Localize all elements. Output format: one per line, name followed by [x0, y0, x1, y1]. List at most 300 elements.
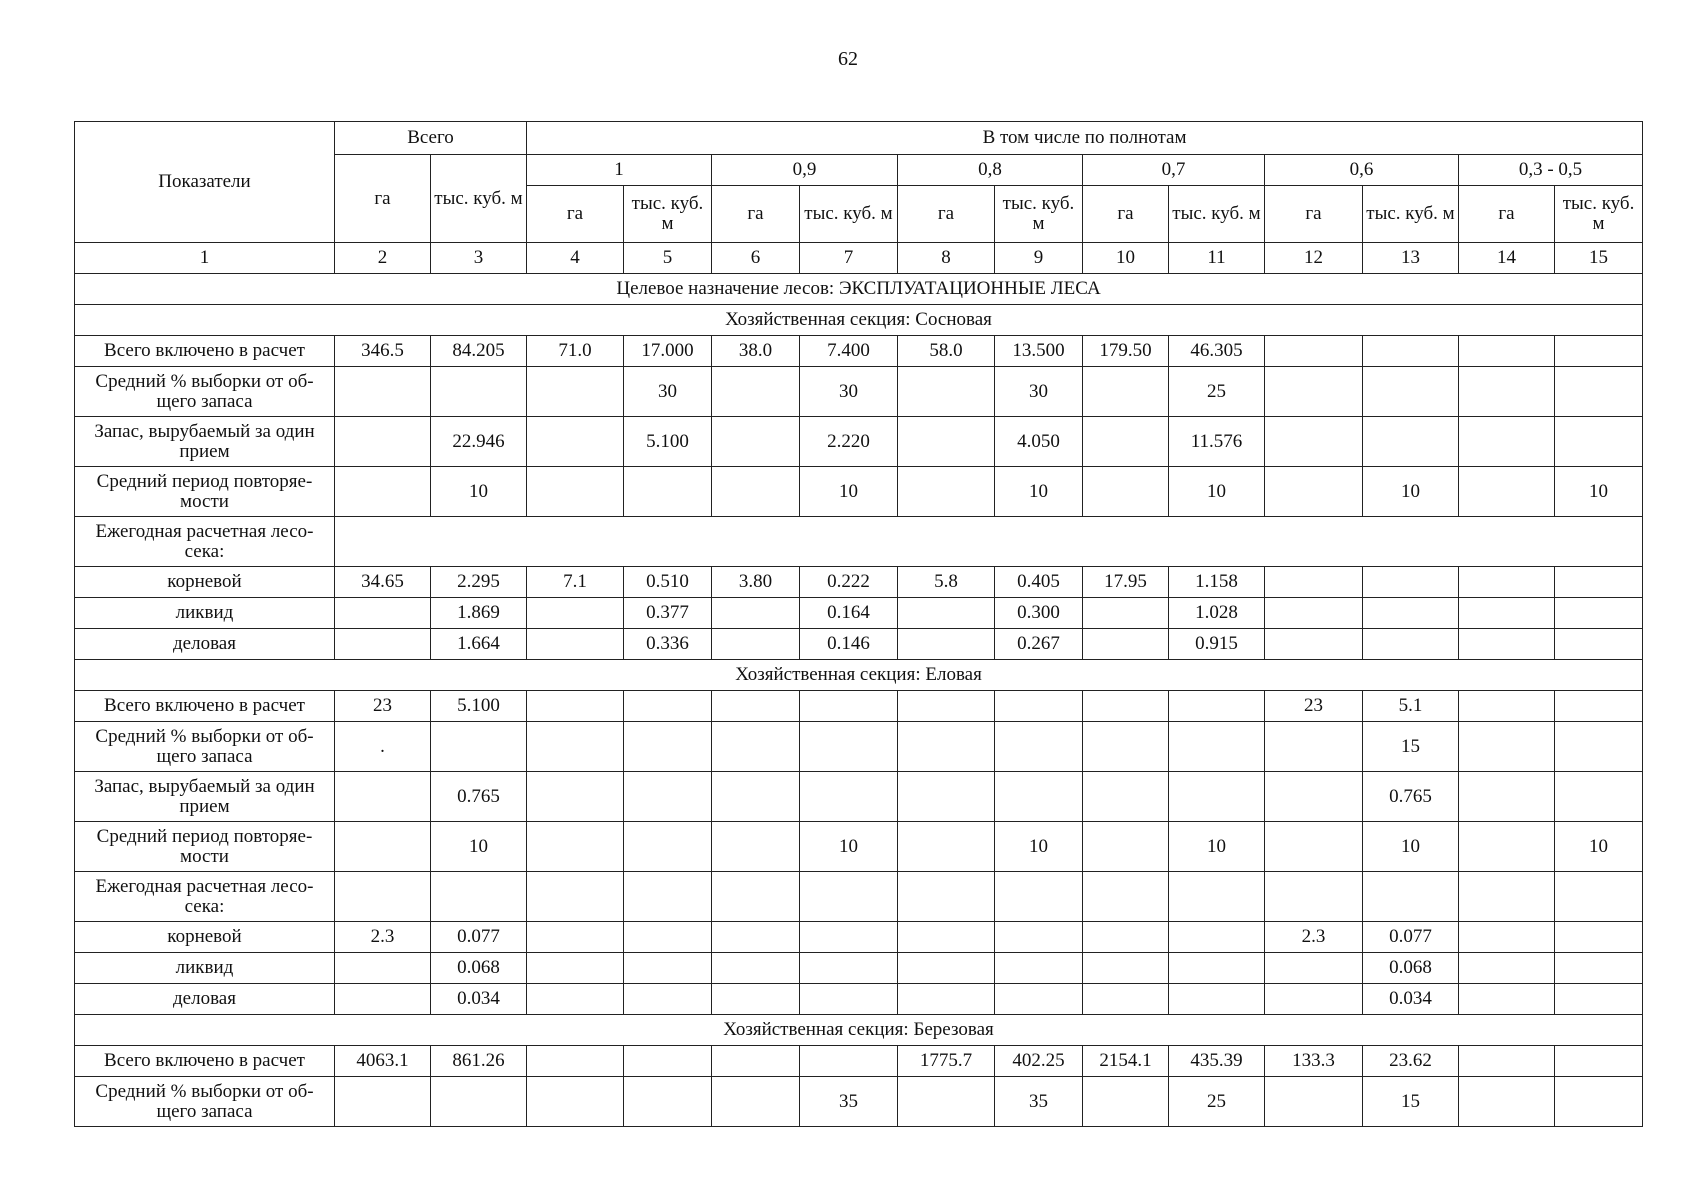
table-cell: [527, 953, 624, 984]
table-cell: [1265, 822, 1363, 872]
table-cell: [624, 722, 712, 772]
row-label: Запас, вырубаемый за один прием: [75, 417, 335, 467]
table-cell: [1459, 467, 1555, 517]
table-cell: [1083, 629, 1169, 660]
table-cell: [1555, 922, 1643, 953]
table-cell: [1363, 336, 1459, 367]
table-row: [75, 722, 1643, 772]
header-density-06: 0,6: [1265, 155, 1459, 186]
header-density-08: 0,8: [898, 155, 1083, 186]
table-cell: [1265, 336, 1363, 367]
table-cell: [1169, 984, 1265, 1015]
table-cell: 22.946: [431, 417, 527, 467]
header-unit-ha: га: [898, 186, 995, 243]
table-cell: [335, 598, 431, 629]
table-cell: [1555, 629, 1643, 660]
table-row: [75, 1077, 1643, 1127]
header-total: Всего: [335, 122, 527, 155]
table-cell: 17.95: [1083, 567, 1169, 598]
table-cell: [712, 1077, 800, 1127]
table-cell: [898, 872, 995, 922]
table-cell: [335, 517, 1643, 567]
table-cell: [1083, 772, 1169, 822]
header-density-07: 0,7: [1083, 155, 1265, 186]
table-cell: [898, 953, 995, 984]
column-number: 9: [995, 243, 1083, 274]
table-cell: [898, 691, 995, 722]
row-label: деловая: [75, 629, 335, 660]
table-cell: 402.25: [995, 1046, 1083, 1077]
table-cell: 179.50: [1083, 336, 1169, 367]
row-label: Средний % выборки от об-щего запаса: [75, 367, 335, 417]
table-cell: [1459, 984, 1555, 1015]
row-label: Всего включено в расчет: [75, 691, 335, 722]
table-cell: 0.405: [995, 567, 1083, 598]
table-row: [75, 953, 1643, 984]
table-cell: 133.3: [1265, 1046, 1363, 1077]
table-cell: [527, 367, 624, 417]
table-cell: 0.077: [1363, 922, 1459, 953]
table-cell: 11.576: [1169, 417, 1265, 467]
table-cell: [995, 722, 1083, 772]
table-cell: [1459, 691, 1555, 722]
table-cell: [1555, 598, 1643, 629]
table-cell: 1.869: [431, 598, 527, 629]
table-cell: [898, 467, 995, 517]
table-cell: [624, 1046, 712, 1077]
table-cell: [335, 872, 431, 922]
table-cell: [1169, 722, 1265, 772]
column-number: 6: [712, 243, 800, 274]
table-cell: [527, 822, 624, 872]
table-cell: [1083, 598, 1169, 629]
table-cell: [335, 467, 431, 517]
table-cell: 46.305: [1169, 336, 1265, 367]
table-cell: [431, 722, 527, 772]
table-body: [75, 274, 1643, 1127]
table-cell: 0.510: [624, 567, 712, 598]
table-cell: 17.000: [624, 336, 712, 367]
table-cell: [527, 629, 624, 660]
table-cell: [624, 953, 712, 984]
table-cell: 34.65: [335, 567, 431, 598]
table-cell: 23.62: [1363, 1046, 1459, 1077]
header-unit-vol: тыс. куб. м: [624, 186, 712, 243]
table-cell: 0.336: [624, 629, 712, 660]
table-cell: [712, 922, 800, 953]
row-label: корневой: [75, 567, 335, 598]
table-cell: [527, 467, 624, 517]
table-cell: 0.915: [1169, 629, 1265, 660]
table-cell: 1.664: [431, 629, 527, 660]
table-cell: [995, 772, 1083, 822]
table-cell: 10: [1555, 467, 1643, 517]
table-cell: [1555, 1077, 1643, 1127]
table-cell: [335, 367, 431, 417]
table-cell: [1459, 417, 1555, 467]
table-cell: [1555, 722, 1643, 772]
table-cell: [1083, 417, 1169, 467]
header-unit-vol: тыс. куб. м: [800, 186, 898, 243]
column-number-row: [75, 243, 1643, 274]
table-row: [75, 822, 1643, 872]
table-cell: 10: [800, 822, 898, 872]
table-cell: [800, 953, 898, 984]
table-cell: [527, 1077, 624, 1127]
row-label: Средний период повторяе-мости: [75, 822, 335, 872]
table-cell: [800, 872, 898, 922]
row-label: деловая: [75, 984, 335, 1015]
table-cell: [527, 984, 624, 1015]
table-cell: [1265, 598, 1363, 629]
table-row: [75, 467, 1643, 517]
table-cell: 7.1: [527, 567, 624, 598]
table-cell: 2.295: [431, 567, 527, 598]
table-cell: [1169, 953, 1265, 984]
table-cell: [527, 922, 624, 953]
table-cell: [898, 922, 995, 953]
table-row: [75, 336, 1643, 367]
table-row: [75, 417, 1643, 467]
table-row: [75, 772, 1643, 822]
table-cell: 2154.1: [1083, 1046, 1169, 1077]
table-cell: 58.0: [898, 336, 995, 367]
table-cell: [1555, 984, 1643, 1015]
section-row: [75, 305, 1643, 336]
table-cell: 2.3: [335, 922, 431, 953]
row-label: Всего включено в расчет: [75, 1046, 335, 1077]
column-number: 10: [1083, 243, 1169, 274]
header-unit-vol: тыс. куб. м: [1555, 186, 1643, 243]
table-cell: [527, 598, 624, 629]
table-cell: [1459, 598, 1555, 629]
table-cell: [527, 417, 624, 467]
table-cell: [1459, 1077, 1555, 1127]
table-cell: 38.0: [712, 336, 800, 367]
table-cell: [1169, 772, 1265, 822]
row-label: Всего включено в расчет: [75, 336, 335, 367]
table-cell: [1459, 367, 1555, 417]
table-cell: [1459, 567, 1555, 598]
forest-table: [74, 121, 1643, 1127]
column-number: 7: [800, 243, 898, 274]
table-cell: 35: [800, 1077, 898, 1127]
column-number: 2: [335, 243, 431, 274]
table-cell: [712, 691, 800, 722]
table-cell: 10: [1169, 822, 1265, 872]
table-cell: 0.164: [800, 598, 898, 629]
table-cell: 0.146: [800, 629, 898, 660]
table-cell: [1169, 922, 1265, 953]
table-cell: [335, 822, 431, 872]
table-cell: [995, 872, 1083, 922]
table-cell: [1265, 984, 1363, 1015]
table-cell: 10: [995, 822, 1083, 872]
table-cell: [1083, 822, 1169, 872]
table-cell: 10: [1169, 467, 1265, 517]
table-cell: 30: [800, 367, 898, 417]
table-cell: [1265, 467, 1363, 517]
table-cell: [898, 598, 995, 629]
table-cell: [335, 417, 431, 467]
table-cell: 5.1: [1363, 691, 1459, 722]
table-cell: [1363, 598, 1459, 629]
table-cell: [1083, 872, 1169, 922]
table-cell: 5.100: [431, 691, 527, 722]
header-unit-vol: тыс. куб. м: [1169, 186, 1265, 243]
table-cell: 0.077: [431, 922, 527, 953]
table-cell: [1459, 336, 1555, 367]
table-cell: [800, 1046, 898, 1077]
table-cell: 71.0: [527, 336, 624, 367]
table-header: [75, 122, 1643, 274]
table-cell: 35: [995, 1077, 1083, 1127]
table-cell: [800, 984, 898, 1015]
table-cell: [800, 922, 898, 953]
table-cell: [624, 872, 712, 922]
table-row: [75, 984, 1643, 1015]
row-label: Ежегодная расчетная лесо-сека:: [75, 517, 335, 567]
table-cell: [898, 822, 995, 872]
table-cell: [624, 984, 712, 1015]
table-cell: 2.3: [1265, 922, 1363, 953]
table-cell: [712, 367, 800, 417]
table-cell: [1555, 367, 1643, 417]
table-cell: [527, 772, 624, 822]
table-row: [75, 629, 1643, 660]
table-cell: 0.034: [431, 984, 527, 1015]
table-cell: 0.222: [800, 567, 898, 598]
table-cell: [712, 984, 800, 1015]
table-cell: [800, 691, 898, 722]
table-cell: [624, 772, 712, 822]
table-cell: 1.028: [1169, 598, 1265, 629]
table-cell: [995, 922, 1083, 953]
table-cell: [712, 1046, 800, 1077]
row-label: Ежегодная расчетная лесо-сека:: [75, 872, 335, 922]
table-cell: [1169, 691, 1265, 722]
table-cell: [1555, 772, 1643, 822]
table-cell: 1.158: [1169, 567, 1265, 598]
column-number: 5: [624, 243, 712, 274]
table-cell: [1083, 1077, 1169, 1127]
table-cell: 0.377: [624, 598, 712, 629]
table-cell: [898, 417, 995, 467]
column-number: 14: [1459, 243, 1555, 274]
table-cell: [1555, 336, 1643, 367]
table-row: [75, 567, 1643, 598]
table-cell: [335, 629, 431, 660]
table-cell: 10: [1363, 467, 1459, 517]
table-cell: [1459, 629, 1555, 660]
table-cell: 30: [995, 367, 1083, 417]
table-cell: 0.068: [431, 953, 527, 984]
table-cell: [898, 984, 995, 1015]
table-cell: [1459, 872, 1555, 922]
table-cell: 25: [1169, 367, 1265, 417]
header-density-09: 0,9: [712, 155, 898, 186]
table-cell: 23: [335, 691, 431, 722]
table-cell: [995, 691, 1083, 722]
table-cell: [527, 1046, 624, 1077]
table-cell: 7.400: [800, 336, 898, 367]
table-cell: [712, 467, 800, 517]
table-cell: [898, 772, 995, 822]
table-cell: [527, 691, 624, 722]
table-cell: [898, 722, 995, 772]
table-cell: 4063.1: [335, 1046, 431, 1077]
table-cell: [712, 953, 800, 984]
table-cell: [527, 872, 624, 922]
table-cell: [1265, 722, 1363, 772]
table-cell: [1083, 367, 1169, 417]
table-cell: [800, 772, 898, 822]
table-cell: 4.050: [995, 417, 1083, 467]
section-title: Хозяйственная секция: Еловая: [75, 660, 1643, 691]
table-cell: [712, 722, 800, 772]
table-cell: [1265, 1077, 1363, 1127]
table-cell: 0.034: [1363, 984, 1459, 1015]
table-cell: 5.8: [898, 567, 995, 598]
header-unit-ha: га: [712, 186, 800, 243]
table-cell: 10: [1363, 822, 1459, 872]
table-cell: [624, 467, 712, 517]
header-density-1: 1: [527, 155, 712, 186]
row-label: Средний период повторяе-мости: [75, 467, 335, 517]
table-cell: 861.26: [431, 1046, 527, 1077]
table-cell: 3.80: [712, 567, 800, 598]
table-cell: 1775.7: [898, 1046, 995, 1077]
table-row: [75, 922, 1643, 953]
table-cell: 5.100: [624, 417, 712, 467]
table-row: [75, 517, 1643, 567]
table-cell: 15: [1363, 722, 1459, 772]
table-cell: [1363, 567, 1459, 598]
table-row: [75, 691, 1643, 722]
table-cell: [624, 922, 712, 953]
table-cell: [712, 772, 800, 822]
table-cell: [1459, 922, 1555, 953]
table-cell: [1459, 953, 1555, 984]
table-cell: [431, 1077, 527, 1127]
table-cell: 435.39: [1169, 1046, 1265, 1077]
header-density-03-05: 0,3 - 0,5: [1459, 155, 1643, 186]
column-number: 12: [1265, 243, 1363, 274]
table-cell: [1265, 872, 1363, 922]
table-cell: 84.205: [431, 336, 527, 367]
table-cell: [712, 417, 800, 467]
table-cell: [898, 367, 995, 417]
table-cell: [995, 984, 1083, 1015]
column-number: 4: [527, 243, 624, 274]
header-unit-ha: га: [1083, 186, 1169, 243]
table-cell: [1459, 1046, 1555, 1077]
table-cell: 346.5: [335, 336, 431, 367]
table-cell: [1555, 953, 1643, 984]
row-label: Средний % выборки от об-щего запаса: [75, 1077, 335, 1127]
table-cell: [1265, 772, 1363, 822]
section-row: [75, 660, 1643, 691]
table-cell: 2.220: [800, 417, 898, 467]
table-cell: [1555, 417, 1643, 467]
section-row: [75, 1015, 1643, 1046]
table-cell: [624, 822, 712, 872]
row-label: Запас, вырубаемый за один прием: [75, 772, 335, 822]
table-cell: 0.765: [431, 772, 527, 822]
column-number: 3: [431, 243, 527, 274]
table-cell: [624, 1077, 712, 1127]
table-cell: [800, 722, 898, 772]
table-cell: [1083, 984, 1169, 1015]
table-cell: [1363, 417, 1459, 467]
table-cell: [335, 1077, 431, 1127]
header-including: В том числе по полнотам: [527, 122, 1643, 155]
table-cell: [1555, 567, 1643, 598]
header-indicators: Показатели: [75, 122, 335, 243]
table-cell: 0.068: [1363, 953, 1459, 984]
table-cell: [624, 691, 712, 722]
table-cell: [1555, 872, 1643, 922]
table-cell: [1363, 367, 1459, 417]
table-cell: 23: [1265, 691, 1363, 722]
table-cell: 10: [1555, 822, 1643, 872]
header-unit-ha: га: [527, 186, 624, 243]
table-cell: 10: [431, 822, 527, 872]
table-cell: [712, 872, 800, 922]
header-unit-vol: тыс. куб. м: [1363, 186, 1459, 243]
table-cell: 0.300: [995, 598, 1083, 629]
row-label: ликвид: [75, 598, 335, 629]
table-cell: [1265, 629, 1363, 660]
table-cell: [1083, 467, 1169, 517]
table-cell: 0.765: [1363, 772, 1459, 822]
row-label: ликвид: [75, 953, 335, 984]
page-number: 62: [838, 48, 858, 70]
table-cell: [898, 1077, 995, 1127]
column-number: 11: [1169, 243, 1265, 274]
table-cell: 10: [995, 467, 1083, 517]
purpose-row: [75, 274, 1643, 305]
table-cell: [898, 629, 995, 660]
table-row: [75, 1046, 1643, 1077]
table-row: [75, 872, 1643, 922]
row-label: корневой: [75, 922, 335, 953]
section-title: Хозяйственная секция: Березовая: [75, 1015, 1643, 1046]
table-cell: [527, 722, 624, 772]
table-cell: [712, 629, 800, 660]
table-cell: [335, 984, 431, 1015]
table-cell: [712, 822, 800, 872]
table-cell: [1169, 872, 1265, 922]
header-total-ha: га: [335, 155, 431, 243]
table-cell: [1459, 722, 1555, 772]
table-cell: [1083, 722, 1169, 772]
table-cell: [995, 953, 1083, 984]
column-number: 1: [75, 243, 335, 274]
table-cell: .: [335, 722, 431, 772]
section-title: Хозяйственная секция: Сосновая: [75, 305, 1643, 336]
table-cell: [1083, 922, 1169, 953]
table-cell: [1265, 953, 1363, 984]
table-cell: [335, 953, 431, 984]
column-number: 8: [898, 243, 995, 274]
table-cell: [712, 598, 800, 629]
table-cell: 10: [431, 467, 527, 517]
header-unit-ha: га: [1265, 186, 1363, 243]
table-cell: 25: [1169, 1077, 1265, 1127]
table-row: [75, 367, 1643, 417]
table-cell: [1555, 1046, 1643, 1077]
